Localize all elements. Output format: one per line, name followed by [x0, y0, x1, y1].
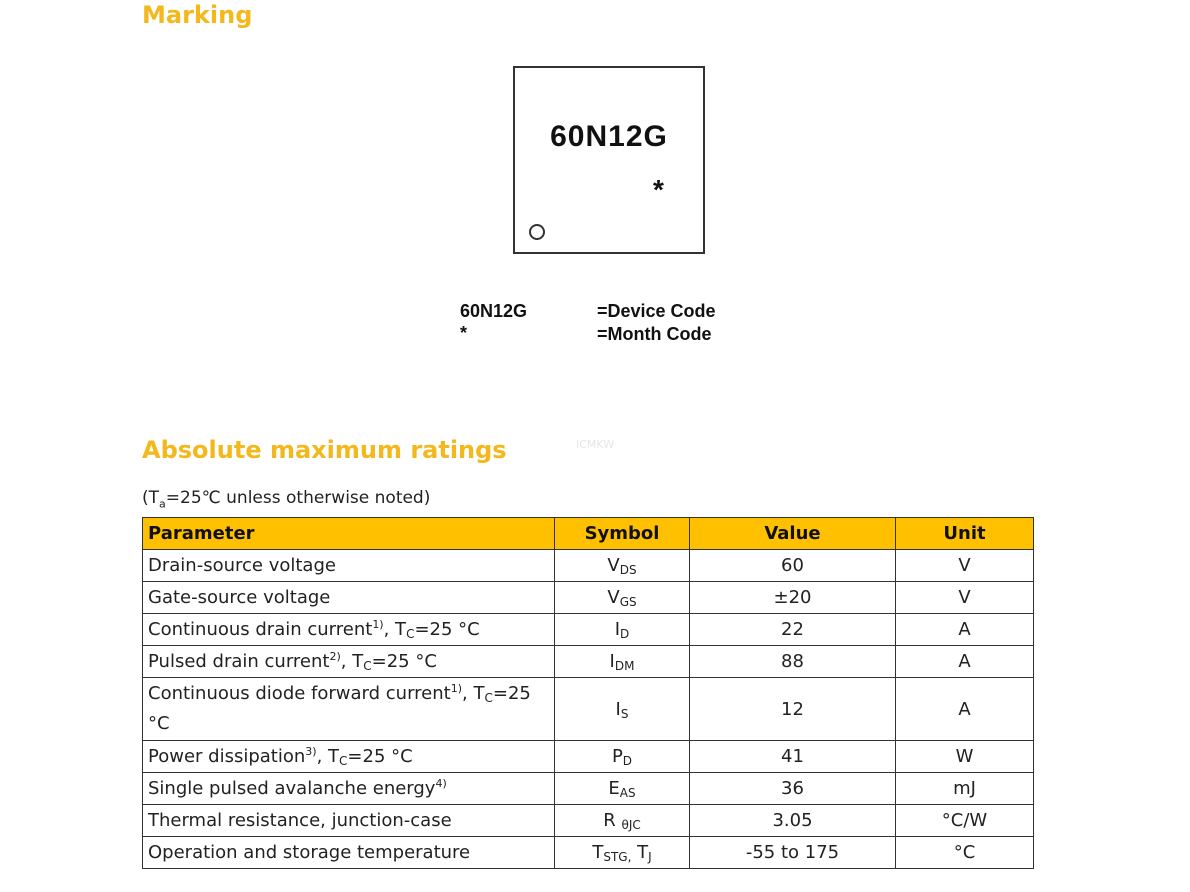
value-cell: 60	[690, 550, 896, 582]
unit-cell: W	[896, 741, 1034, 773]
unit-cell: A	[896, 678, 1034, 741]
value-cell: 41	[690, 741, 896, 773]
legend-month-code-symbol: *	[460, 323, 468, 343]
value-cell: -55 to 175	[690, 837, 896, 869]
symbol-cell: $V_{GS}$	[555, 582, 690, 614]
package-device-code: 60N12G	[550, 120, 668, 153]
table-row	[143, 837, 1034, 869]
parameter-cell: Continuous drain current$^{1)}$, $T_C=25$ °C	[143, 614, 555, 646]
header-unit: Unit	[896, 518, 1034, 550]
table-row	[143, 550, 1034, 582]
legend-device-code-symbol: 60N12G	[460, 301, 528, 321]
value-cell: ±20	[690, 582, 896, 614]
value-cell: 36	[690, 773, 896, 805]
legend-month-code-desc: =Month Code	[597, 324, 712, 344]
parameter-cell: Gate-source voltage	[143, 582, 555, 614]
symbol-cell: $I_D$	[555, 614, 690, 646]
legend-device-code-desc: =Device Code	[597, 301, 716, 321]
marking-heading: Marking	[142, 1, 253, 29]
value-cell: 3.05	[690, 805, 896, 837]
table-row	[143, 614, 1034, 646]
test-condition-note: ($T_a=25℃$ unless otherwise noted)	[142, 488, 431, 511]
pin1-indicator-circle	[529, 224, 545, 240]
absolute-maximum-ratings-heading: Absolute maximum ratings	[142, 436, 507, 464]
parameter-cell: Operation and storage temperature	[143, 837, 555, 869]
package-marking-diagram	[513, 66, 705, 254]
unit-cell: mJ	[896, 773, 1034, 805]
symbol-cell: $E_{AS}$	[555, 773, 690, 805]
table-row	[143, 678, 1034, 741]
value-cell: 88	[690, 646, 896, 678]
parameter-cell: Thermal resistance, junction-case	[143, 805, 555, 837]
watermark: ICMKW	[576, 438, 615, 451]
symbol-cell: R $_{\theta JC}$	[555, 805, 690, 837]
value-cell: 12	[690, 678, 896, 741]
unit-cell: A	[896, 614, 1034, 646]
unit-cell: °C/W	[896, 805, 1034, 837]
value-cell: 22	[690, 614, 896, 646]
parameter-cell: Power dissipation$^{3)}$, $T_C=25$ °C	[143, 741, 555, 773]
absolute-maximum-ratings-table	[142, 517, 1034, 869]
table-row	[143, 646, 1034, 678]
symbol-cell: $I_{DM}$	[555, 646, 690, 678]
table-header-row	[143, 518, 1034, 550]
unit-cell: V	[896, 550, 1034, 582]
table-row	[143, 805, 1034, 837]
header-parameter: Parameter	[143, 518, 555, 550]
unit-cell: A	[896, 646, 1034, 678]
symbol-cell: $V_{DS}$	[555, 550, 690, 582]
package-month-code-mark: *	[653, 174, 664, 205]
table-row	[143, 741, 1034, 773]
unit-cell: °C	[896, 837, 1034, 869]
table-row	[143, 773, 1034, 805]
header-symbol: Symbol	[555, 518, 690, 550]
parameter-cell: Continuous diode forward current$^{1)}$, $T_C=25$ °C	[143, 678, 555, 741]
table-row	[143, 582, 1034, 614]
symbol-cell: $T_{STG,}$ $T_J$	[555, 837, 690, 869]
parameter-cell: Drain-source voltage	[143, 550, 555, 582]
symbol-cell: $P_D$	[555, 741, 690, 773]
parameter-cell: Pulsed drain current$^{2)}$, $T_C=25$ °C	[143, 646, 555, 678]
unit-cell: V	[896, 582, 1034, 614]
parameter-cell: Single pulsed avalanche energy$^{4)}$	[143, 773, 555, 805]
symbol-cell: $I_S$	[555, 678, 690, 741]
header-value: Value	[690, 518, 896, 550]
